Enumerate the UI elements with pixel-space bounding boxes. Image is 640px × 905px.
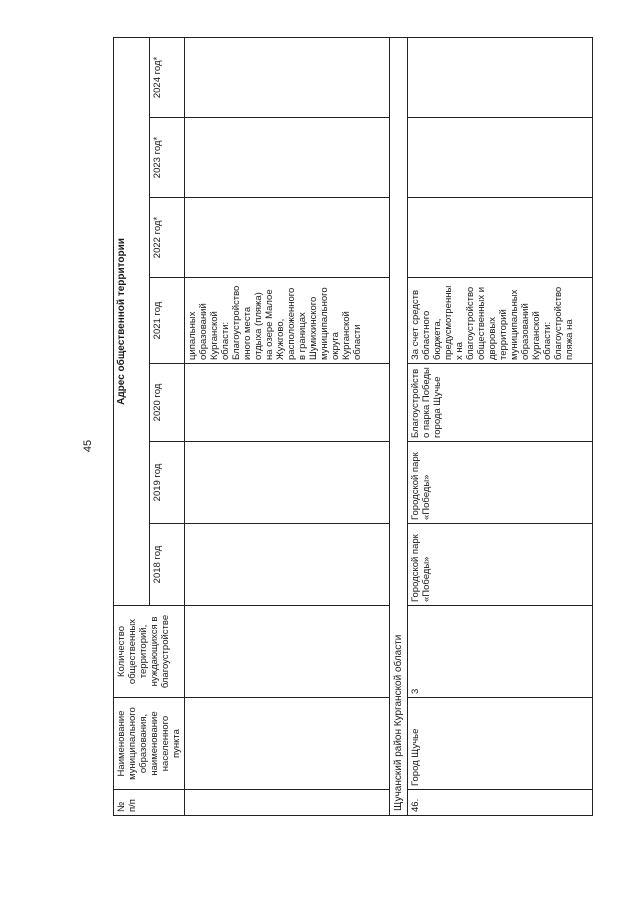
row46-2020: Благоустройство парка Победы города Щучье (408, 364, 593, 442)
header-year-2022: 2022 год* (149, 198, 185, 278)
header-year-2024: 2024 год* (149, 37, 185, 117)
rotated-table-sheet (113, 38, 635, 816)
row46-2023 (408, 118, 593, 198)
cont-num (185, 790, 390, 816)
header-year-2020: 2020 год (149, 364, 185, 442)
cont-count (185, 606, 390, 698)
cont-2024 (185, 37, 390, 117)
cont-2023 (185, 118, 390, 198)
header-municipality: Наименование муниципального образования, наименование населенного пункта (114, 698, 185, 790)
row46-2022 (408, 198, 593, 278)
header-year-2018: 2018 год (149, 524, 185, 606)
header-year-2023: 2023 год* (149, 118, 185, 198)
row46-2018: Городской парк «Победы» (408, 524, 593, 606)
cont-2022 (185, 198, 390, 278)
cont-2021: ципальных образований Курганской области: Благоустройство иного места отдыха (пляжа) на озере Малое Жужгово, расположенного в границах Шумихинского муниципального округа Курганской области (185, 278, 390, 364)
header-address-group: Адрес общественной территории (114, 37, 150, 605)
cont-2019 (185, 442, 390, 524)
header-num: № п/п (114, 790, 185, 816)
section-row (390, 37, 408, 815)
header-year-2021: 2021 год (149, 278, 185, 364)
row46-count: 3 (408, 606, 593, 698)
row46-2024 (408, 37, 593, 117)
row46-2021: За счет средств областного бюджета, предусмотренных на благоустройство общественных и дворовых территорий муниципальных образований Курганской области: благоустройство пляжа на (408, 278, 593, 364)
public-territories-table (113, 37, 593, 816)
cont-2018 (185, 524, 390, 606)
header-row-1 (114, 37, 150, 815)
cont-2020 (185, 364, 390, 442)
header-year-2019: 2019 год (149, 442, 185, 524)
table-row-46 (408, 37, 593, 815)
page-number: 45 (82, 439, 95, 453)
row46-2019: Городской парк «Победы» (408, 442, 593, 524)
row46-num: 46. (408, 790, 593, 816)
continuation-row (185, 37, 390, 815)
section-title: Щучанский район Курганской области (390, 37, 408, 815)
header-count: Количество общественных территорий, нуждающихся в благоустройстве (114, 606, 185, 698)
cont-municipality (185, 698, 390, 790)
row46-municipality: Город Щучье (408, 698, 593, 790)
